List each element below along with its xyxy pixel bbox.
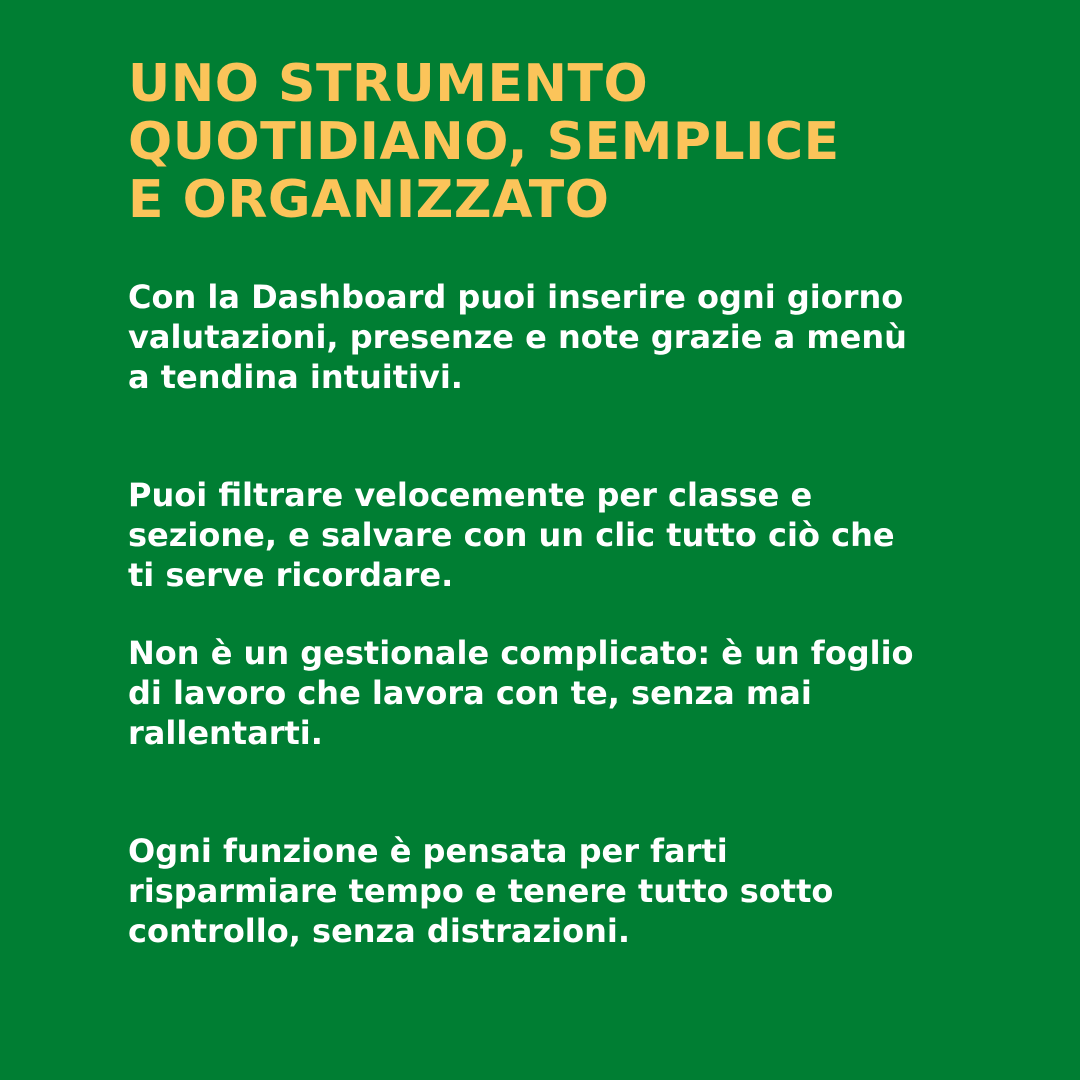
paragraph-line: risparmiare tempo e tenere tutto sotto (128, 872, 834, 910)
paragraph-not-complicated (128, 633, 1028, 753)
paragraph-line: Con la Dashboard puoi inserire ogni giorno (128, 278, 904, 316)
slide-title (128, 55, 1028, 229)
paragraph-line: Puoi filtrare velocemente per classe e (128, 476, 813, 514)
paragraph-line: controllo, senza distrazioni. (128, 912, 630, 950)
paragraph-line: valutazioni, presenze e note grazie a menù (128, 318, 907, 356)
paragraph-line: Non è un gestionale complicato: è un foglio (128, 634, 914, 672)
paragraph-line: di lavoro che lavora con te, senza mai (128, 674, 812, 712)
paragraph-line: ti serve ricordare. (128, 556, 454, 594)
paragraph-filter (128, 475, 1028, 595)
paragraph-dashboard-input (128, 277, 1028, 397)
paragraph-line: Ogni funzione è pensata per farti (128, 832, 728, 870)
paragraph-line: sezione, e salvare con un clic tutto ciò che (128, 516, 895, 554)
title-line: QUOTIDIANO, SEMPLICE (128, 112, 840, 172)
paragraph-line: rallentarti. (128, 714, 323, 752)
paragraph-line: a tendina intuitivi. (128, 358, 463, 396)
title-line: E ORGANIZZATO (128, 170, 610, 230)
paragraph-save-time (128, 831, 1028, 951)
title-line: UNO STRUMENTO (128, 54, 649, 114)
